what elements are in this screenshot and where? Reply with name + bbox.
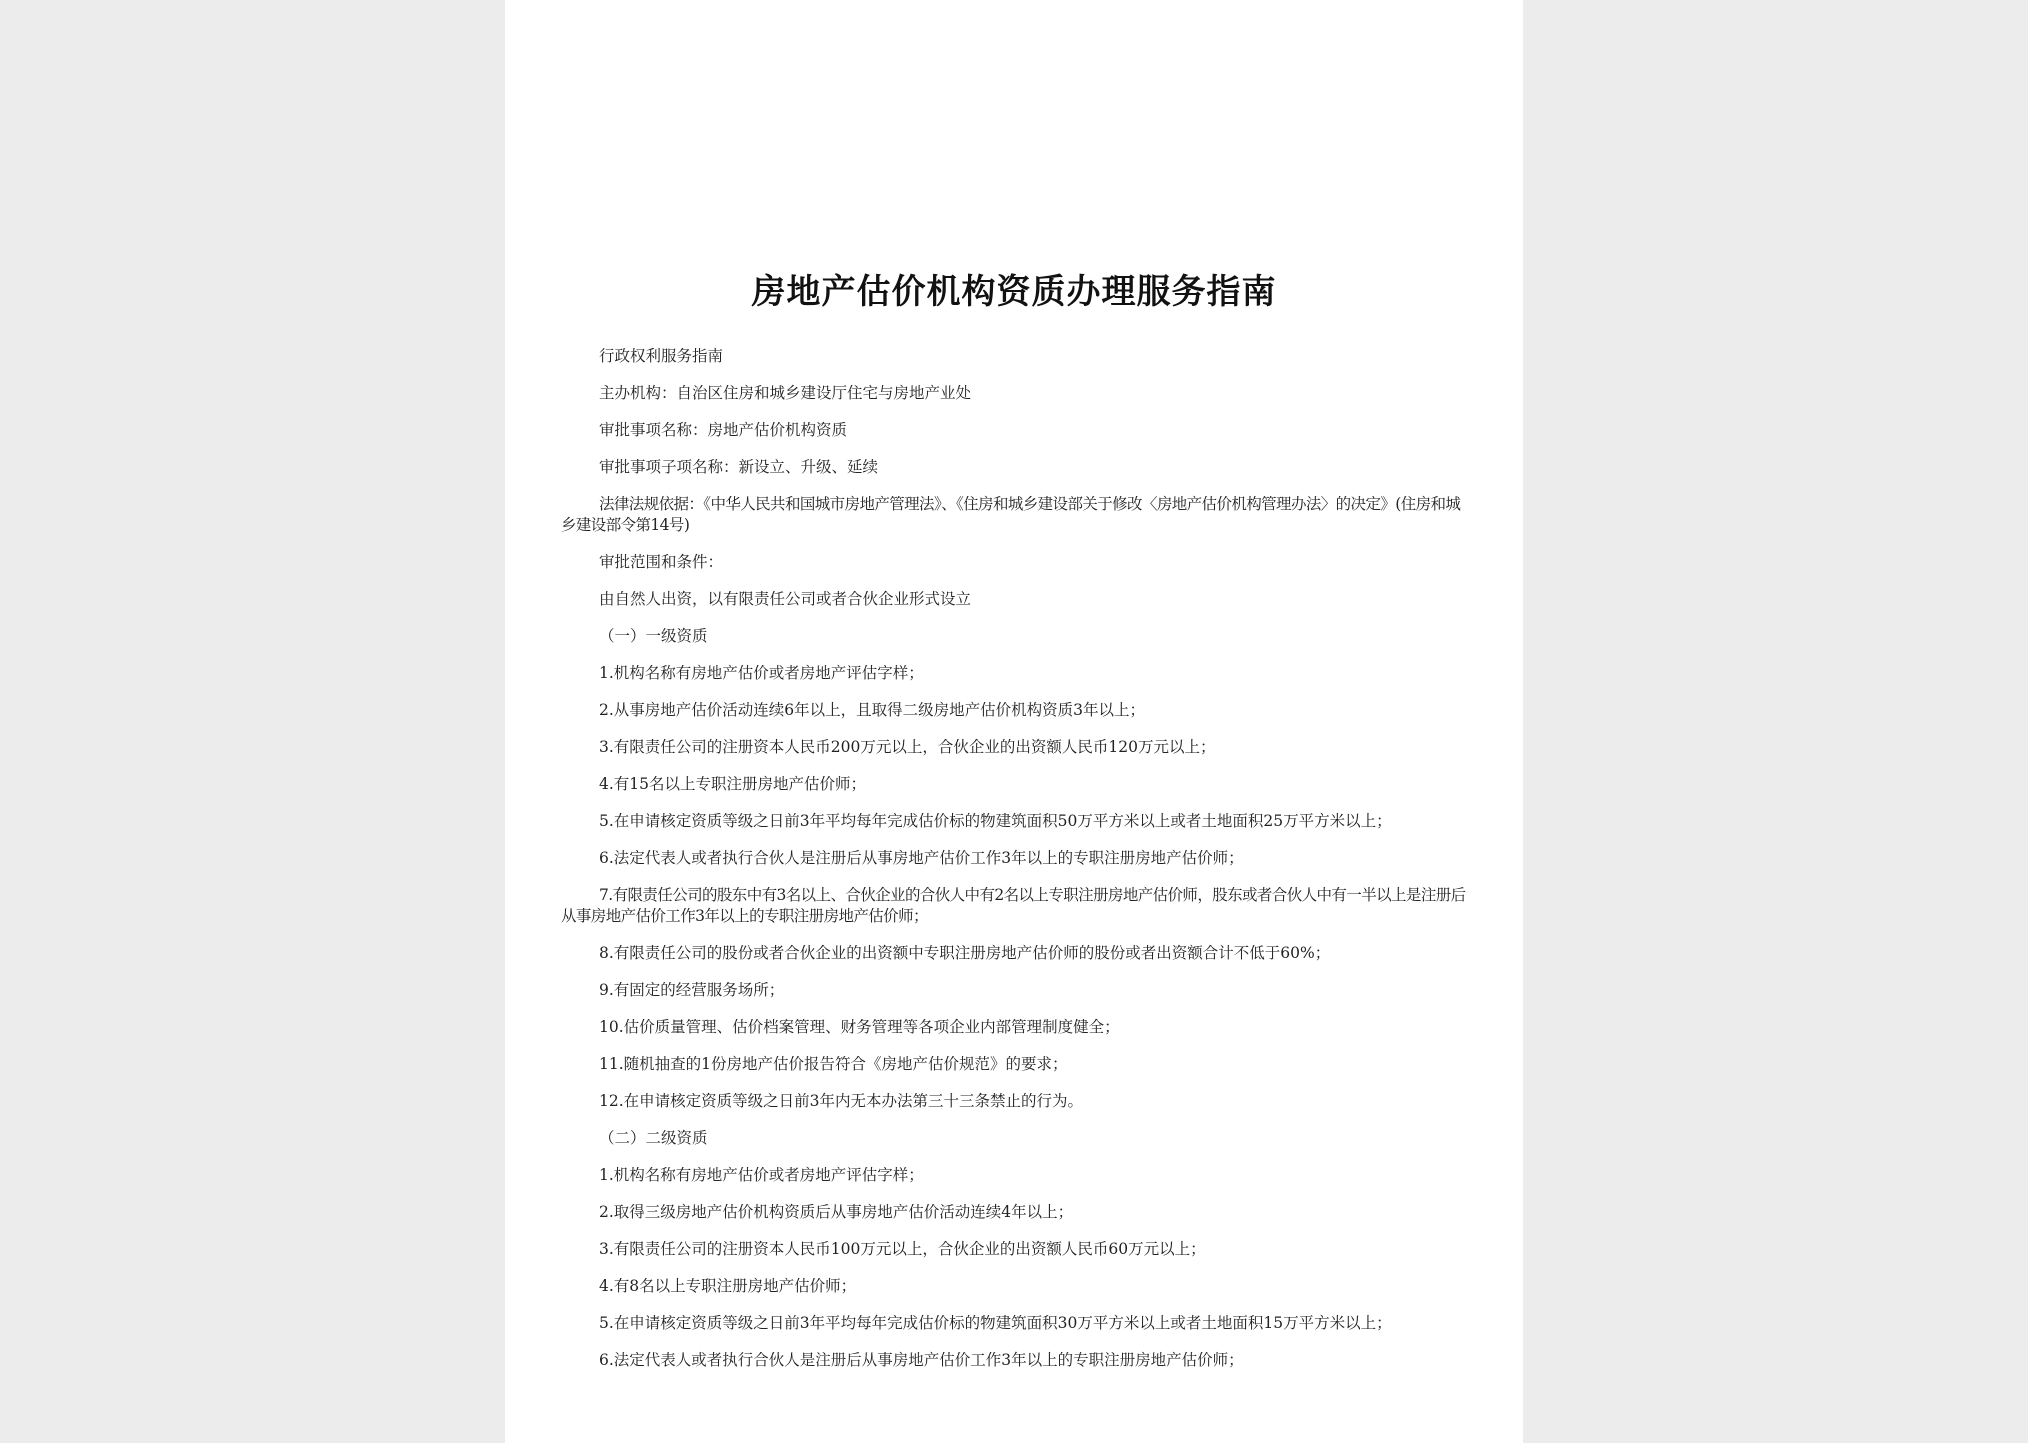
list-item: 3.有限责任公司的注册资本人民币100万元以上，合伙企业的出资额人民币60万元以上； [599, 1240, 1206, 1258]
section-heading-grade-2: （二）二级资质 [599, 1129, 708, 1147]
paragraph-scope-heading: 审批范围和条件： [599, 553, 724, 571]
list-item: 12.在申请核定资质等级之日前3年内无本办法第三十三条禁止的行为。 [599, 1092, 1084, 1110]
list-item: 2.取得三级房地产估价机构资质后从事房地产估价活动连续4年以上； [599, 1203, 1074, 1221]
list-item: 1.机构名称有房地产估价或者房地产评估字样； [599, 1166, 924, 1184]
paragraph-item-name: 审批事项名称：房地产估价机构资质 [599, 421, 848, 439]
paragraph-establishment: 由自然人出资，以有限责任公司或者合伙企业形式设立 [599, 590, 972, 608]
list-item: 11.随机抽查的1份房地产估价报告符合《房地产估价规范》的要求； [599, 1055, 1068, 1073]
list-item: 9.有固定的经营服务场所； [599, 981, 785, 999]
paragraph-guide-type: 行政权利服务指南 [599, 347, 724, 365]
list-item: 5.在申请核定资质等级之日前3年平均每年完成估价标的物建筑面积30万平方米以上或者土地面积15万平方米以上； [599, 1314, 1392, 1332]
document-page [505, 0, 1523, 1443]
list-item: 5.在申请核定资质等级之日前3年平均每年完成估价标的物建筑面积50万平方米以上或者土地面积25万平方米以上； [599, 812, 1392, 830]
list-item: 6.法定代表人或者执行合伙人是注册后从事房地产估价工作3年以上的专职注册房地产估价师； [599, 1351, 1244, 1369]
list-item: 2.从事房地产估价活动连续6年以上，且取得二级房地产估价机构资质3年以上； [599, 701, 1146, 719]
list-item: 6.法定代表人或者执行合伙人是注册后从事房地产估价工作3年以上的专职注册房地产估价师； [599, 849, 1244, 867]
list-item: 10.估价质量管理、估价档案管理、财务管理等各项企业内部管理制度健全； [599, 1018, 1120, 1036]
list-item: 4.有8名以上专职注册房地产估价师； [599, 1277, 857, 1295]
paragraph-subitem-name: 审批事项子项名称：新设立、升级、延续 [599, 458, 879, 476]
list-item: 4.有15名以上专职注册房地产估价师； [599, 775, 867, 793]
list-item: 3.有限责任公司的注册资本人民币200万元以上，合伙企业的出资额人民币120万元以上； [599, 738, 1216, 756]
section-heading-grade-1: （一）一级资质 [599, 627, 708, 645]
document-title: 房地产估价机构资质办理服务指南 [751, 272, 1277, 312]
list-item: 8.有限责任公司的股份或者合伙企业的出资额中专职注册房地产估价师的股份或者出资额合计不低于60%； [599, 944, 1331, 962]
list-item: 1.机构名称有房地产估价或者房地产评估字样； [599, 664, 924, 682]
list-item: 7.有限责任公司的股东中有3名以上、合伙企业的合伙人中有2名以上专职注册房地产估价师，股东或者合伙人中有一半以上是注册后从事房地产估价工作3年以上的专职注册房地产估价师； [561, 886, 1466, 925]
paragraph-legal-basis: 法律法规依据：《中华人民共和国城市房地产管理法》、《住房和城乡建设部关于修改〈房地产估价机构管理办法〉的决定》(住房和城乡建设部令第14号) [561, 495, 1461, 534]
paragraph-host-agency: 主办机构：自治区住房和城乡建设厅住宅与房地产业处 [599, 384, 972, 402]
